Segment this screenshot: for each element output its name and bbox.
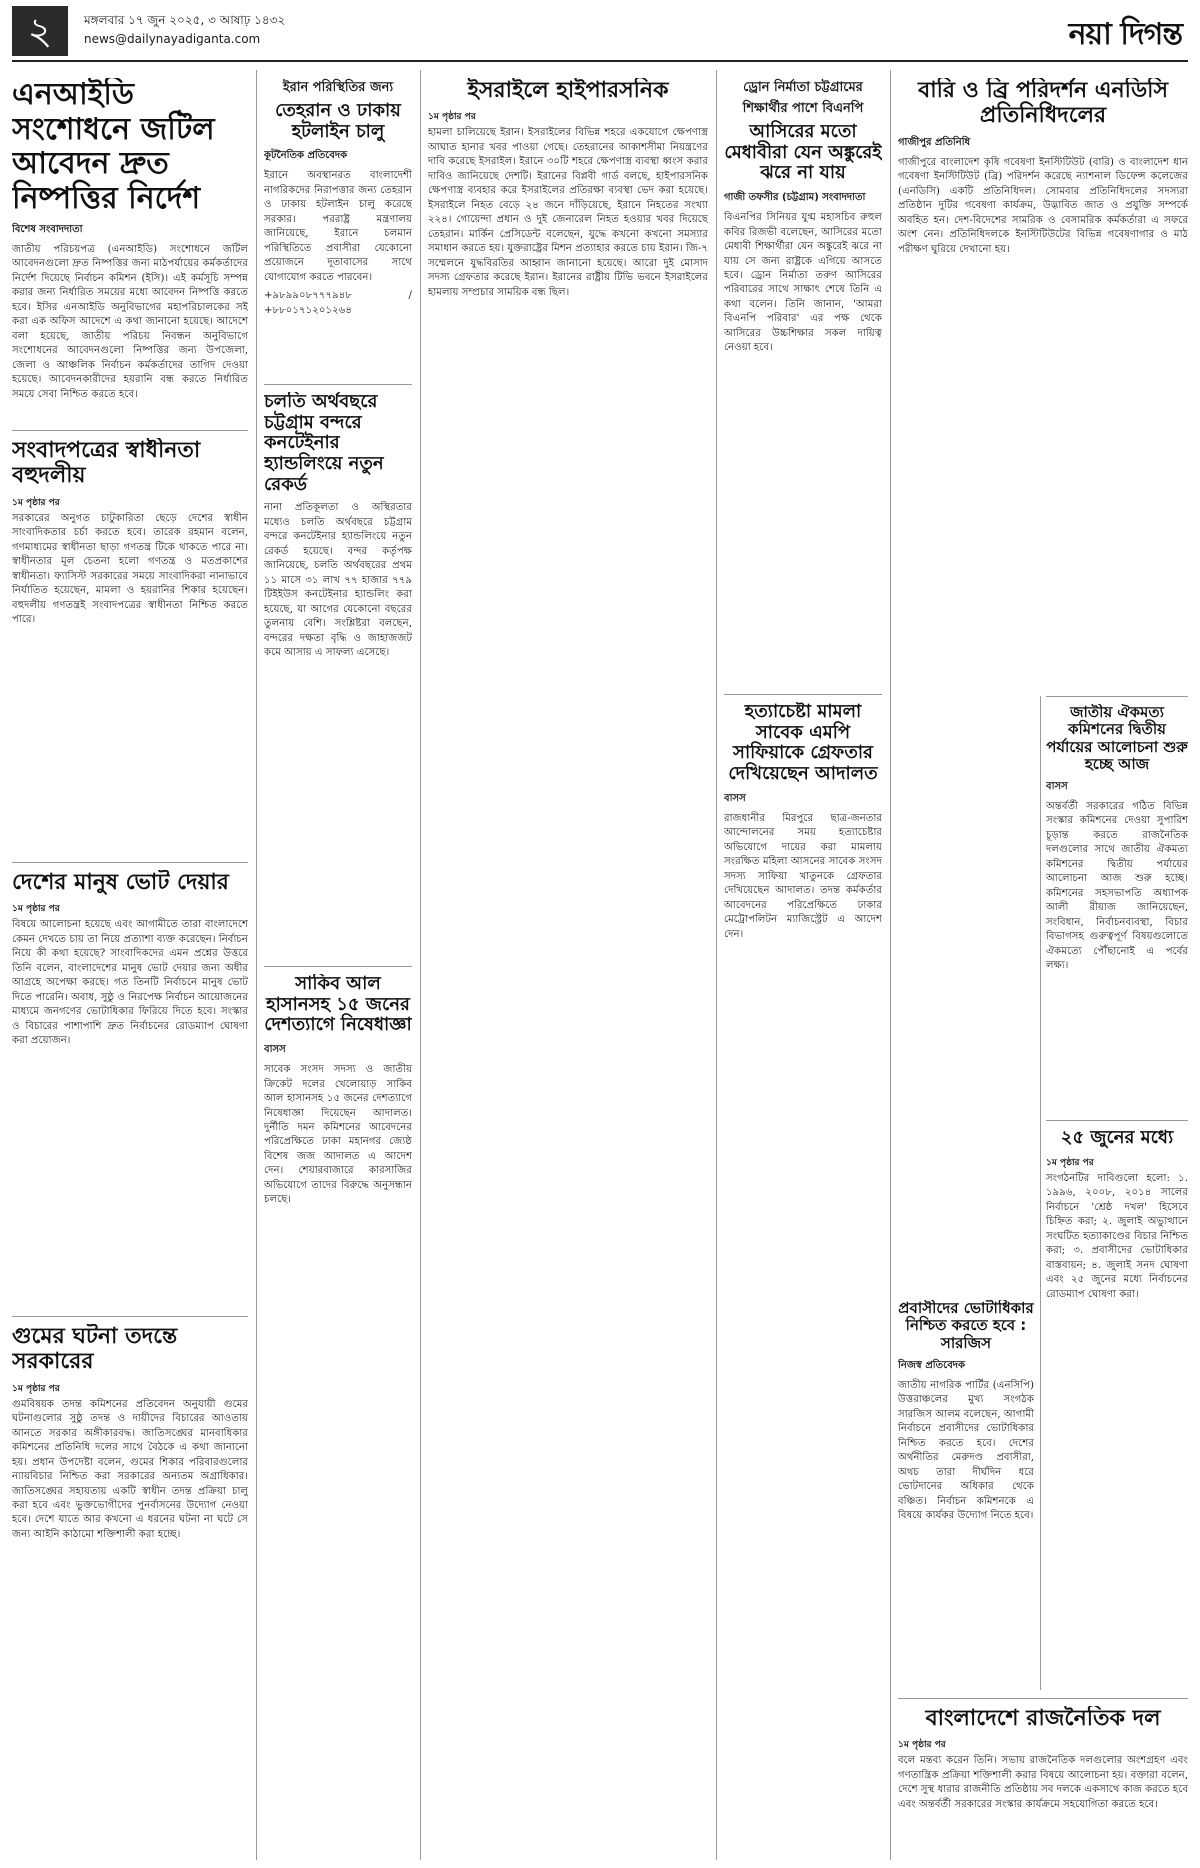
murder-case-byline: বাসস: [724, 792, 746, 804]
asif-article: [724, 78, 882, 688]
june25-headline: ২৫ জুনের মধ্যে: [1060, 1128, 1174, 1148]
june25-article: [1046, 1128, 1188, 1688]
iran-hotline-headline: তেহরান ও ঢাকায় হটলাইন চালু: [275, 100, 401, 142]
column-rule: [420, 70, 421, 1860]
vote-text: বিষয়ে আলোচনা হয়েছে এবং আগামীতে তারা বাংলাদেশে কেমন দেখতে চায় তা নিয়ে প্রত্যাশা ব্যক্ত করেছেন। নির্বাচন নিয়ে কী কথা হয়েছে? সাংবাদিকদের এমন প্রশ্নের উত্তরে তিনি বলেন, বাংলাদেশের মানুষ ভোট দেয়ার জন্য অধীর আগ্রহে অপেক্ষা করছে। গত তিনটি নির্বাচনে মানুষ ভোট দিতে পারেনি। অবাধ, সুষ্ঠু ও নিরপেক্ষ নির্বাচন আয়োজনের মাধ্যমে জনগণের ভোটাধিকার ফিরিয়ে দিতে হবে। সংস্কার ও বিচারের পাশাপাশি দ্রুত নির্বাচনের রোডম্যাপ ঘোষণা করা প্রয়োজন।: [12, 919, 248, 1047]
nid-byline: বিশেষ সংবাদদাতা: [12, 224, 83, 235]
expat-byline: নিজস্ব প্রতিবেদক: [898, 1359, 966, 1371]
sakib-text: সাবেক সংসদ সদস্য ও জাতীয় ক্রিকেট দলের খেলোয়াড় সাকিব আল হাসানসহ ১৫ জনের দেশত্যাগে নিষেধাজ্ঞা দিয়েছেন আদালত। দুর্নীতি দমন কমিশনের আবেদনের পরিপ্রেক্ষিতে ঢাকা মহানগর জ্যেষ্ঠ বিশেষ জজ আদালত এ আদেশ দেন। শেয়ারবাজারে কারসাজির অভিযোগে তাদের বিরুদ্ধে অনুসন্ধান চলছে।: [264, 1064, 412, 1206]
port-article: [264, 392, 412, 960]
asif-byline: গাজী তফসীর (চট্টগ্রাম) সংবাদদাতা: [724, 192, 866, 204]
iran-hotline-byline: কূটনৈতিক প্রতিবেদক: [264, 150, 348, 162]
vote-headline: দেশের মানুষ ভোট দেয়ার: [12, 870, 229, 895]
consensus-text: অন্তর্বর্তী সরকারের গঠিত বিভিন্ন সংস্কার কমিশনের দেওয়া সুপারিশ চূড়ান্ত করতে রাজনৈতিক দলগুলোর সাথে জাতীয় ঐকমত্য কমিশনের দ্বিতীয় পর্যায়ের আলোচনা আজ শুরু হচ্ছে। কমিশনের সহসভাপতি অধ্যাপক আলী রীয়াজ জানিয়েছেন, সংবিধান, নির্বাচনব্যবস্থা, বিচার বিভাগসহ গুরুত্বপূর্ণ বিষয়গুলোতে ঐকমত্যে পৌঁছানোই এ পর্বের লক্ষ্য।: [1046, 801, 1188, 972]
sakib-article: [264, 974, 412, 1860]
divider: [1046, 1120, 1188, 1121]
bri-headline: বারি ও ব্রি পরিদর্শন এনডিসি প্রতিনিধিদলের: [917, 78, 1168, 129]
vote-continued: ১ম পৃষ্ঠার পর: [12, 904, 60, 915]
masthead: [12, 6, 1188, 62]
murder-case-headline: হত্যাচেষ্টা মামলা সাবেক এমপি সাফিয়াকে গ্রেফতার দেখিয়েছেন আদালত: [728, 702, 878, 785]
email-link[interactable]: news@dailynayadiganta.com: [84, 32, 261, 46]
iran-hotline-text: ইরানে অবস্থানরত বাংলাদেশী নাগরিকদের নিরাপত্তার জন্য তেহরান ও ঢাকায় হটলাইন চালু করেছে সরকার। পররাষ্ট্র মন্ত্রণালয় জানিয়েছে, ইরানে চলমান পরিস্থিতিতে প্রবাসীরা যেকোনো প্রয়োজনে দূতাবাসের সাথে যোগাযোগ করতে পারবেন।: [264, 170, 412, 283]
divider: [724, 694, 882, 695]
party-article: [898, 1706, 1188, 1860]
sakib-byline: বাসস: [264, 1044, 286, 1056]
asif-text: বিএনপির সিনিয়র যুগ্ম মহাসচিব রুহুল কবির রিজভী বলেছেন, আসিরের মতো মেধাবী শিক্ষার্থীরা যেন অঙ্কুরেই ঝরে না যায় সে জন্য রাষ্ট্রকে এগিয়ে আসতে হবে। ড্রোন নির্মাতা তরুণ আসিরের পরিবারের সাথে সাক্ষাৎ শেষে তিনি এ কথা বলেন। তিনি জানান, 'আমরা বিএনপি পরিবার' এর পক্ষ থেকে আসিরের উচ্চশিক্ষার সকল দায়িত্ব নেওয়া হবে।: [724, 212, 882, 354]
divider: [898, 1698, 1188, 1699]
party-headline: বাংলাদেশে রাজনৈতিক দল: [925, 1706, 1161, 1731]
israel-continued: ১ম পৃষ্ঠার পর: [428, 112, 476, 123]
port-headline: চলতি অর্থবছরে চট্টগ্রাম বন্দরে কনটেইনার হ্যান্ডলিংয়ে নতুন রেকর্ড: [264, 392, 384, 495]
gum-article: [12, 1324, 248, 1860]
nid-headline: এনআইডি সংশোধনে জটিল আবেদন দ্রুত নিষ্পত্তির নির্দেশ: [12, 78, 215, 216]
gum-text: গুমবিষয়ক তদন্ত কমিশনের প্রতিবেদন অনুযায়ী গুমের ঘটনাগুলোর সুষ্ঠু তদন্ত ও দায়ীদের বিচারের আওতায় আনতে সরকার অঙ্গীকারবদ্ধ। জাতিসঙ্ঘের মানবাধিকার কমিশনের প্রতিনিধি দলের সাথে বৈঠকে এ কথা জানানো হয়। প্রধান উপদেষ্টা বলেন, গুমের শিকার পরিবারগুলোর ন্যায়বিচার নিশ্চিত করা সরকারের অন্যতম অগ্রাধিকার। জাতিসঙ্ঘের সহায়তায় একটি স্বাধীন তদন্ত প্রক্রিয়া চালু করা হবে এবং ভুক্তভোগীদের পুনর্বাসনের উদ্যোগ নেওয়া হবে। দেশে যাতে আর কখনো এ ধরনের ঘটনা না ঘটে সে জন্য আইনি কাঠামো শক্তিশালী করা হচ্ছে।: [12, 1398, 248, 1540]
june25-text: সংগঠনটির দাবিগুলো হলো: ১. ১৯৯৬, ২০০৮, ২০১৪ সালের নির্বাচনে 'শ্রেষ্ঠ দখল' হিসেবে চিহ্নিত করা; ২. জুলাই অভ্যুত্থানে সংঘটিত হত্যাকাণ্ডের বিচার নিশ্চিত করা; ৩. প্রবাসীদের ভোটাধিকার বাস্তবায়ন; ৪. জুলাই সনদ ঘোষণা এবং ২৫ জুনের মধ্যে নির্বাচনের রোডম্যাপ ঘোষণা করা।: [1046, 1172, 1188, 1300]
bri-text: গাজীপুরে বাংলাদেশ কৃষি গবেষণা ইনস্টিটিউট (বারি) ও বাংলাদেশ ধান গবেষণা ইনস্টিটিউট (ব্রি) পরিদর্শন করেছে ন্যাশনাল ডিফেন্স কলেজের (এনডিসি) একটি প্রতিনিধিদল। সোমবার প্রতিনিধিদলের সদস্যরা প্রতিষ্ঠান দুটির গবেষণা কার্যক্রম, উদ্ভাবিত জাত ও প্রযুক্তি সম্পর্কে অবহিত হন। দেশ-বিদেশের সামরিক ও বেসামরিক কর্মকর্তারা এ সফরে অংশ নেন। প্রতিনিধিদলকে ইনস্টিটিউটের বিভিন্ন গবেষণাগার ও মাঠ পরীক্ষণ ঘুরিয়ে দেখানো হয়।: [898, 156, 1188, 255]
press-article: [12, 438, 248, 858]
vote-article: [12, 870, 248, 1310]
asif-headline: আসিরের মতো মেধাবীরা যেন অঙ্কুরেই ঝরে না যায়: [724, 121, 882, 184]
divider: [1046, 696, 1188, 697]
party-continued: ১ম পৃষ্ঠার পর: [898, 1740, 946, 1751]
murder-case-article: [724, 702, 882, 1860]
press-text: সরকারের অনুগত চাটুকারিতা ছেড়ে দেশের স্বাধীন সাংবাদিকতার চর্চা করতে হবে। তারেক রহমান বলেন, গণমাধ্যমের স্বাধীনতা ছাড়া গণতন্ত্র টিকে থাকতে পারে না। স্বাধীনতার মূল চেতনা হলো গণতন্ত্র ও মতপ্রকাশের স্বাধীনতা। ফ্যাসিস্ট সরকারের সময়ে সাংবাদিকরা নানাভাবে নির্যাতিত হয়েছেন, মামলা ও হয়রানির শিকার হয়েছেন। বহুদলীয় গণতন্ত্রই সংবাদপত্রের স্বাধীনতা নিশ্চিত করতে পারে।: [12, 512, 248, 625]
israel-text: হামলা চালিয়েছে ইরান। ইসরাইলের বিভিন্ন শহরে একযোগে ক্ষেপণাস্ত্র আঘাত হানার খবর পাওয়া গেছে। তেহরানের আকাশসীমা নিয়ন্ত্রণের দাবি করেছে ইসরাইল। ইরানে ৩০টি শহরে ক্ষেপণাস্ত্র ব্যবস্থা ধ্বংস করার দাবিও জানিয়েছে দেশটি। ইরানের বিপ্লবী গার্ড বলছে, হাইপারসনিক ক্ষেপণাস্ত্র ব্যবহার করে ইসরাইলের প্রতিরক্ষা ব্যবস্থা ভেদ করা হয়েছে। ইসরাইলে নিহত বেড়ে ২৪ জনে দাঁড়িয়েছে, ইরানে নিহতের সংখ্যা ২২৪। গোয়েন্দা প্রধান ও দুই জেনারেল নিহত হওয়ার খবর দিয়েছে তেহরান। মার্কিন প্রেসিডেন্ট বলেছেন, যুদ্ধে কখনো কখনো সমস্যার সমাধান করতে হয়। যুক্তরাষ্ট্রের মিশন প্রত্যাহার করতে চায় ইরান। জি-৭ সম্মেলনে যুদ্ধবিরতির আহ্বান জানানো হয়েছে। আরো দুই মোসাদ সদস্য গ্রেফতার করেছে ইরান। ইরানের রাষ্ট্রীয় টিভি ভবনে ইসরাইলের হামলায় সম্প্রচার সাময়িক বন্ধ ছিল।: [428, 127, 708, 298]
date-line: মঙ্গলবার ১৭ জুন ২০২৫, ৩ আষাঢ় ১৪৩২: [84, 13, 286, 27]
murder-case-text: রাজধানীর মিরপুরে ছাত্র-জনতার আন্দোলনের সময় হত্যাচেষ্টার অভিযোগে দায়ের করা মামলায় সংরক্ষিত মহিলা আসনের সাবেক সংসদ সদস্য সাফিয়া খাতুনকে গ্রেফতার দেখিয়েছেন আদালত। তদন্ত কর্মকর্তার আবেদনের পরিপ্রেক্ষিতে ঢাকার মেট্রোপলিটন ম্যাজিস্ট্রেট এ আদেশ দেন।: [724, 812, 882, 940]
newspaper-logo: নয়া দিগন্ত: [1068, 17, 1182, 52]
expat-text: জাতীয় নাগরিক পার্টির (এনসিপি) উত্তরাঞ্চলের মুখ্য সংগঠক সারজিস আলম বলেছেন, আগামী নির্বাচনে প্রবাসীদের ভোটাধিকার নিশ্চিত করতে হবে। দেশের অর্থনীতির মেরুদণ্ড প্রবাসীরা, অথচ তারা দীর্ঘদিন ধরে ভোটদানের অধিকার থেকে বঞ্চিত। নির্বাচন কমিশনকে এ বিষয়ে কার্যকর উদ্যোগ নিতে হবে।: [898, 1379, 1034, 1522]
june25-continued: ১ম পৃষ্ঠার পর: [1046, 1157, 1094, 1168]
divider: [12, 1316, 248, 1317]
iran-hotline-article: [264, 78, 412, 378]
press-continued: ১ম পৃষ্ঠার পর: [12, 497, 60, 508]
israel-headline: ইসরাইলে হাইপারসনিক: [467, 78, 669, 103]
expat-article: [898, 1300, 1034, 1690]
israel-article: [428, 78, 708, 1860]
port-text: নানা প্রতিকূলতা ও অস্থিরতার মধ্যেও চলতি অর্থবছরে চট্টগ্রাম বন্দরে কনটেইনার হ্যান্ডলিংয়ে নতুন রেকর্ড হয়েছে। বন্দর কর্তৃপক্ষ জানিয়েছে, চলতি অর্থবছরের প্রথম ১১ মাসে ৩১ লাখ ৭৭ হাজার ৭৭৯ টিইইউস কনটেইনার হ্যান্ডলিং করা হয়েছে, যা আগের যেকোনো বছরের তুলনায় বেশি। সংশ্লিষ্টরা বলছেন, বন্দরের দক্ষতা বৃদ্ধি ও জাহাজজট কমে আসায় এ সাফল্য এসেছে।: [264, 502, 412, 659]
bri-article: [898, 78, 1188, 690]
divider: [12, 862, 248, 863]
bri-byline: গাজীপুর প্রতিনিধি: [898, 136, 971, 148]
consensus-headline: জাতীয় ঐকমত্য কমিশনের দ্বিতীয় পর্যায়ের আলোচনা শুরু হচ্ছে আজ: [1046, 704, 1188, 773]
expat-headline: প্রবাসীদের ভোটাধিকার নিশ্চিত করতে হবে : সারজিস: [898, 1300, 1034, 1352]
press-headline: সংবাদপত্রের স্বাধীনতা বহুদলীয়: [12, 438, 201, 489]
consensus-article: [1046, 704, 1188, 1114]
column-rule: [716, 70, 717, 1860]
asif-kicker: ড্রোন নির্মাতা চট্টগ্রামের শিক্ষার্থীর পাশে বিএনপি: [742, 80, 864, 116]
page-number: ২: [12, 6, 68, 56]
sakib-headline: সাকিব আল হাসানসহ ১৫ জনের দেশত্যাগে নিষেধাজ্ঞা: [264, 974, 412, 1036]
column-rule: [256, 70, 257, 1860]
divider: [12, 430, 248, 431]
gum-continued: ১ম পৃষ্ঠার পর: [12, 1383, 60, 1394]
gum-headline: গুমের ঘটনা তদন্তে সরকারের: [12, 1324, 178, 1375]
column-rule: [890, 70, 891, 1860]
column-rule: [1040, 696, 1041, 1690]
divider: [264, 384, 412, 385]
party-text: বলে মন্তব্য করেন তিনি। সভায় রাজনৈতিক দলগুলোর অংশগ্রহণ এবং গণতান্ত্রিক প্রক্রিয়া শক্তিশালী করার বিষয়ে আলোচনা হয়। বক্তারা বলেন, দেশে সুস্থ ধারার রাজনীতি প্রতিষ্ঠায় সব দলকে একসাথে কাজ করতে হবে এবং অন্তর্বর্তী সরকারের সংস্কার কার্যক্রমে সহযোগিতা করতে হবে।: [898, 1755, 1188, 1810]
iran-hotline-kicker: ইরান পরিস্থিতির জন্য: [282, 80, 394, 95]
divider: [264, 966, 412, 967]
iran-hotline-phones: +৯৮৯৯০৮৭৭৭৯৪৮ / +৮৮০১৭১২০১২৬৪: [264, 290, 412, 316]
nid-text: জাতীয় পরিচয়পত্র (এনআইডি) সংশোধনে জটিল আবেদনগুলো দ্রুত নিষ্পত্তির জন্য মাঠপর্যায়ের কর্মকর্তাদের নির্দেশ দিয়েছে নির্বাচন কমিশন (ইসি)। এই কর্মসূচি সম্পন্ন করার জন্য নির্ধারিত সময়ের মধ্যে আবেদন নিষ্পত্তি করতে হবে। ইসির এনআইডি অনুবিভাগের মহাপরিচালকের সই করা এক অফিস আদেশে এ কথা জানানো হয়েছে। আদেশে বলা হয়েছে, জাতীয় পরিচয় নিবন্ধন অনুবিভাগে সংশোধনের আবেদনগুলো নিষ্পত্তির জন্য উপজেলা, জেলা ও আঞ্চলিক নির্বাচন কর্মকর্তাদের তাগিদ দেওয়া হয়েছে। আবেদনকারীদের হয়রানি বন্ধ করতে নির্ধারিত সময়ে সেবা নিশ্চিত করতে হবে।: [12, 244, 248, 400]
consensus-byline: বাসস: [1046, 781, 1068, 792]
